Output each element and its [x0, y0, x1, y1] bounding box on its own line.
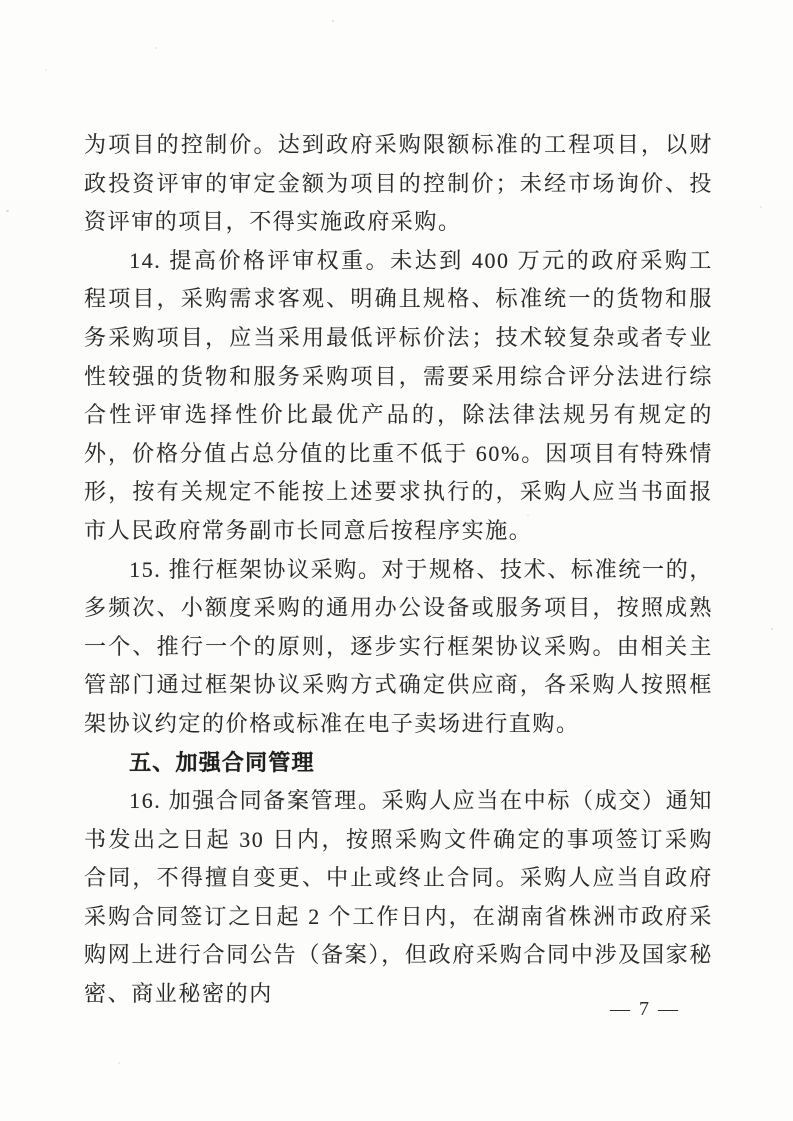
document-body: [84, 126, 713, 1014]
paragraph: 16. 加强合同备案管理。采购人应当在中标（成交）通知书发出之日起 30 日内，按照采购文件确定的事项签订采购合同，不得擅自变更、中止或终止合同。采购人应当自政府采购合同签订之日起 2 个工作日内，在湖南省株洲市政府采购网上进行合同公告（备案），但政府采购合同中涉及国家秘密、商业秘密的内: [84, 788, 713, 1007]
scan-speck: [760, 206, 762, 208]
paragraph: 14. 提高价格评审权重。未达到 400 万元的政府采购工程项目，采购需求客观、明确且规格、标准统一的货物和服务采购项目，应当采用最低评标价法；技术较复杂或者专业性较强的货物和服务采购项目，需要采用综合评分法进行综合性评审选择性价比最优产品的，除法律法规另有规定的外，价格分值占总分值的比重不低于 60%。因项目有特殊情形，按有关规定不能按上述要求执行的，采购人应当书面报市人民政府常务副市长同意后按程序实施。: [84, 247, 713, 543]
scan-speck: [332, 20, 334, 22]
scan-speck: [118, 1062, 120, 1064]
scan-speck: [771, 628, 773, 630]
paragraph: 为项目的控制价。达到政府采购限额标准的工程项目，以财政投资评审的审定金额为项目的控制价；未经市场询价、投资评审的项目，不得实施政府采购。: [84, 132, 713, 235]
scan-speck: [6, 210, 9, 212]
scan-speck: [45, 69, 47, 71]
scan-speck: [155, 47, 157, 49]
section-heading: 五、加强合同管理: [129, 749, 315, 775]
page-number: — 7 —: [610, 998, 680, 1020]
paragraph: 15. 推行框架协议采购。对于规格、技术、标准统一的，多频次、小额度采购的通用办公设备或服务项目，按照成熟一个、推行一个的原则，逐步实行框架协议采购。由相关主管部门通过框架协议采购方式确定供应商，各采购人按照框架协议约定的价格或标准在电子卖场进行直购。: [84, 556, 713, 736]
